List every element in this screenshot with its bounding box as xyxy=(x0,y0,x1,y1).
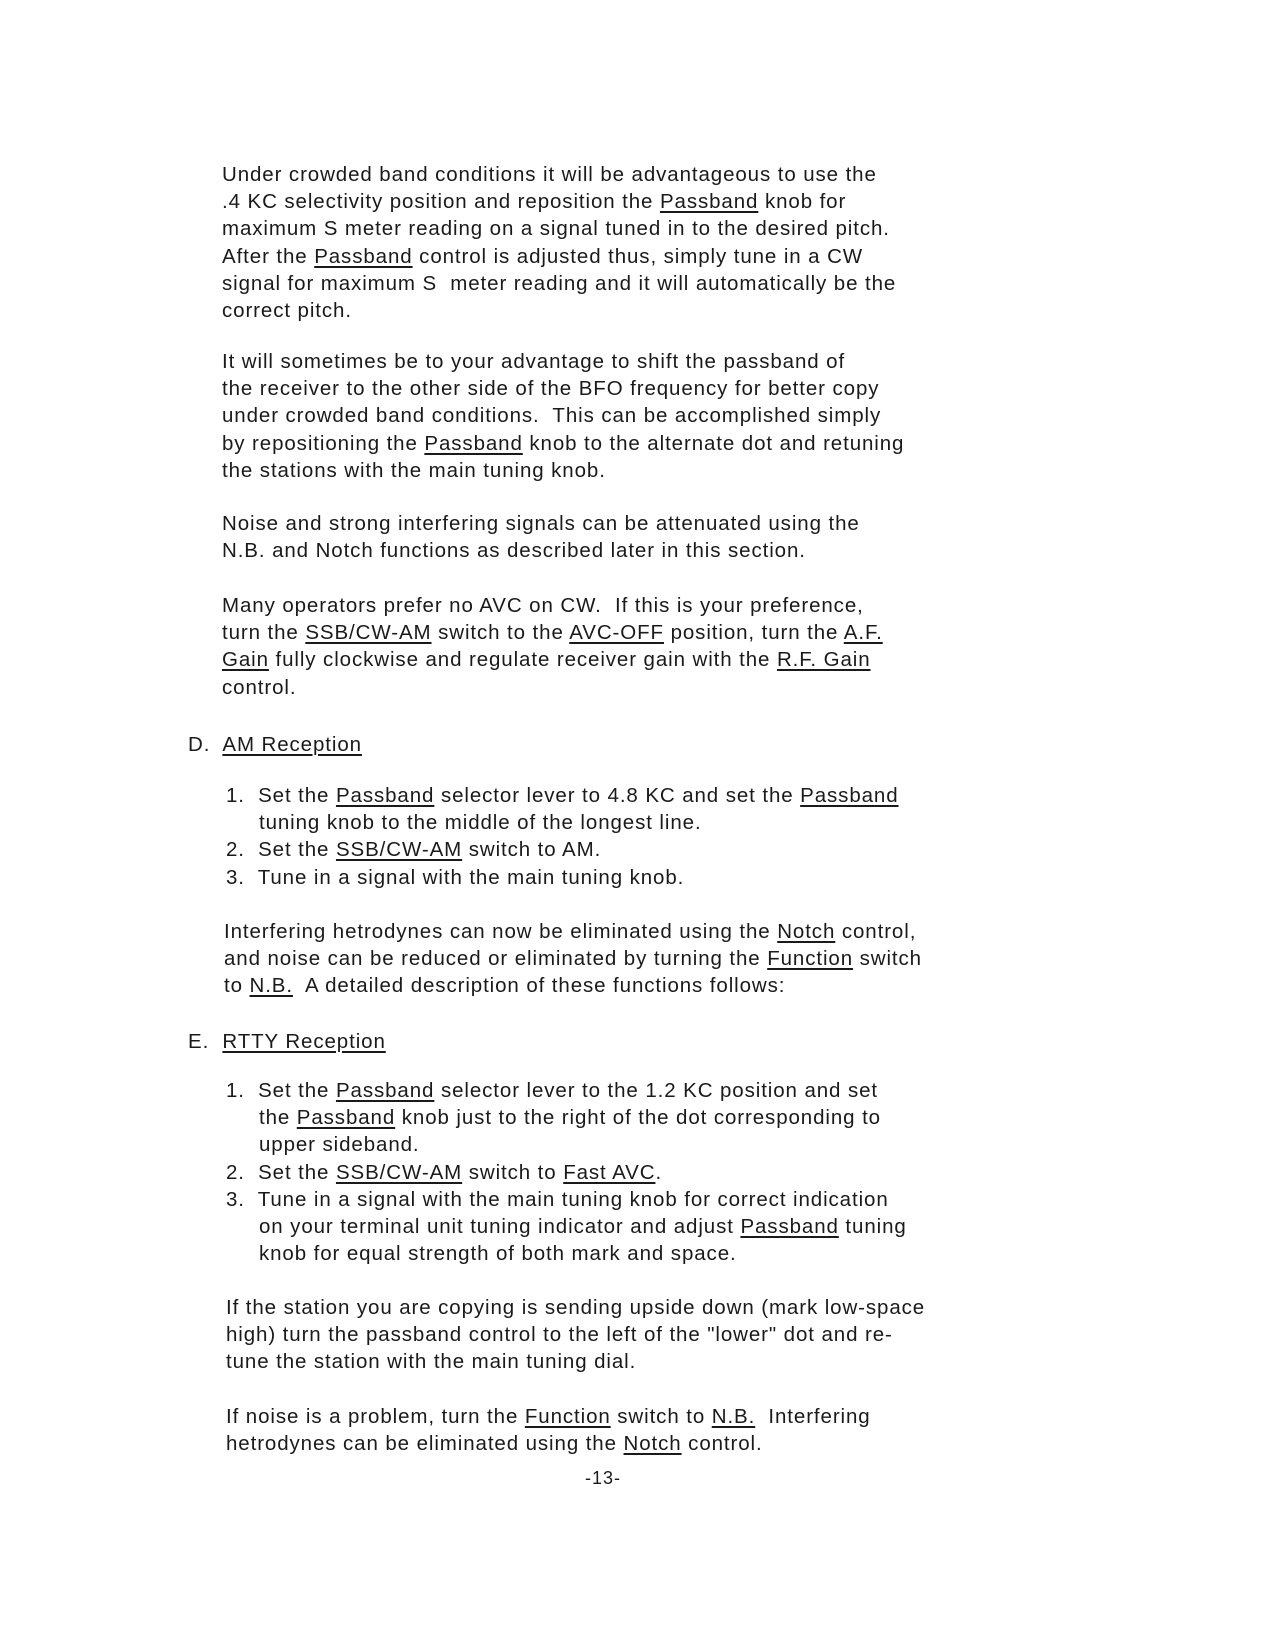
paragraph-passband-shift xyxy=(222,348,904,484)
text-run: N.B. and Notch functions as described later in this section. xyxy=(222,539,806,563)
text-run: knob to the alternate dot and retuning xyxy=(522,431,905,455)
text-run: 1. Set the xyxy=(226,1079,336,1102)
text-line xyxy=(222,430,904,457)
text-run: maximum S meter reading on a signal tuned in to the desired pitch. xyxy=(222,217,890,241)
text-line xyxy=(226,782,899,809)
text-run: A detailed description of these functions follows: xyxy=(292,974,786,998)
paragraph-noise xyxy=(222,510,860,564)
text-line xyxy=(226,1159,907,1186)
text-line xyxy=(222,674,883,701)
text-line xyxy=(222,297,896,324)
underlined-control-name: SSB/CW-AM xyxy=(335,838,463,862)
text-run: Interfering hetrodynes can now be eliminated using the xyxy=(224,920,778,943)
text-run: selector lever to 4.8 KC and set the xyxy=(434,784,801,807)
underlined-control-name: AVC-OFF xyxy=(569,621,664,645)
text-line xyxy=(226,1294,925,1321)
text-run: If noise is a problem, turn the xyxy=(226,1405,525,1428)
underlined-control-name: Function xyxy=(767,947,854,971)
text-run: fully clockwise and regulate receiver gain with the xyxy=(268,648,777,672)
paragraph-upside-down xyxy=(226,1294,925,1376)
text-run: Interfering xyxy=(755,1405,871,1428)
text-run: 3. Tune in a signal with the main tuning knob. xyxy=(226,865,685,889)
text-line xyxy=(226,1213,907,1240)
text-line xyxy=(188,1028,386,1055)
text-run: correct pitch. xyxy=(222,298,352,322)
text-run: knob just to the right of the dot corresponding to xyxy=(395,1106,881,1130)
list-am-reception xyxy=(226,782,899,891)
text-run: D. xyxy=(188,733,223,756)
text-run: tune the station with the main tuning dial. xyxy=(226,1350,637,1374)
text-run: E. xyxy=(188,1030,223,1053)
underlined-control-name: Notch xyxy=(623,1432,682,1456)
text-line xyxy=(222,188,896,215)
text-run: It will sometimes be to your advantage to shift the passband of xyxy=(222,350,846,373)
underlined-control-name: A.F. xyxy=(843,621,883,645)
text-line xyxy=(226,1430,871,1457)
text-line xyxy=(222,348,904,375)
underlined-control-name: Gain xyxy=(222,648,269,672)
text-line xyxy=(226,1240,907,1267)
text-run: upper sideband. xyxy=(226,1133,420,1157)
text-run: switch to xyxy=(610,1405,712,1428)
text-run: knob for xyxy=(758,190,847,214)
text-line xyxy=(226,836,899,863)
text-line xyxy=(222,243,896,270)
text-line xyxy=(226,1131,907,1158)
text-run: by repositioning the xyxy=(222,431,425,455)
text-line xyxy=(222,402,904,429)
text-run: the receiver to the other side of the BFO frequency for better copy xyxy=(222,377,880,401)
underlined-control-name: N.B. xyxy=(711,1405,756,1428)
text-line xyxy=(222,457,904,484)
text-line xyxy=(224,972,922,999)
text-run: high) turn the passband control to the left of the "lower" dot and re- xyxy=(226,1323,893,1347)
text-line xyxy=(188,731,362,758)
text-run: the xyxy=(226,1106,297,1130)
text-run: Under crowded band conditions it will be advantageous to use the xyxy=(222,163,877,186)
text-run: control, xyxy=(835,920,917,943)
underlined-control-name: Passband xyxy=(424,431,523,455)
text-run: turn the xyxy=(222,621,306,645)
text-run: switch xyxy=(853,947,922,971)
text-run: switch to the xyxy=(431,621,570,645)
text-line xyxy=(222,270,896,297)
text-run: tuning knob to the middle of the longest line. xyxy=(226,811,702,835)
underlined-control-name: Function xyxy=(524,1405,611,1428)
text-run: knob for equal strength of both mark and space. xyxy=(226,1242,737,1266)
page-number: -13- xyxy=(585,1468,622,1488)
text-line xyxy=(226,1348,925,1375)
underlined-control-name: N.B. xyxy=(249,974,293,998)
text-line xyxy=(222,510,860,537)
section-heading-rtty-reception xyxy=(188,1028,386,1055)
paragraph-hetrodynes xyxy=(224,918,922,1000)
paragraph-cw-selectivity xyxy=(222,161,896,324)
text-line xyxy=(224,918,922,945)
text-line xyxy=(222,619,883,646)
text-run: and noise can be reduced or eliminated by turning the xyxy=(224,947,768,971)
text-line xyxy=(222,592,883,619)
text-run: .4 KC selectivity position and reposition the xyxy=(222,190,660,214)
underlined-control-name: AM Reception xyxy=(222,733,362,756)
text-run: tuning xyxy=(838,1214,907,1238)
text-run: Noise and strong interfering signals can be attenuated using the xyxy=(222,512,860,535)
underlined-control-name: SSB/CW-AM xyxy=(335,1160,463,1184)
text-line xyxy=(222,161,896,188)
text-run: on your terminal unit tuning indicator and adjust xyxy=(226,1214,741,1238)
underlined-control-name: Fast AVC xyxy=(563,1160,656,1184)
underlined-control-name: Passband xyxy=(335,1079,435,1102)
text-run: 2. Set the xyxy=(226,1160,336,1184)
section-heading-am-reception xyxy=(188,731,362,758)
text-run: Many operators prefer no AVC on CW. If this is your preference, xyxy=(222,594,864,617)
text-run: 3. Tune in a signal with the main tuning knob for correct indication xyxy=(226,1187,889,1211)
text-run: under crowded band conditions. This can be accomplished simply xyxy=(222,404,882,428)
text-run: position, turn the xyxy=(663,621,844,645)
paragraph-avc xyxy=(222,592,883,701)
text-line xyxy=(226,1186,907,1213)
underlined-control-name: RTTY Reception xyxy=(222,1030,386,1053)
underlined-control-name: Passband xyxy=(314,244,413,268)
text-run: switch to xyxy=(462,1160,564,1184)
text-line xyxy=(226,809,899,836)
text-line xyxy=(222,215,896,242)
text-line xyxy=(226,1077,907,1104)
text-run: switch to AM. xyxy=(462,838,602,862)
underlined-control-name: Passband xyxy=(800,784,899,807)
text-line xyxy=(224,945,922,972)
underlined-control-name: Passband xyxy=(740,1214,839,1238)
text-line xyxy=(222,646,883,673)
text-line xyxy=(222,375,904,402)
text-run: selector lever to the 1.2 KC position and set xyxy=(434,1079,878,1102)
underlined-control-name: Passband xyxy=(659,190,759,214)
text-run: After the xyxy=(222,244,315,268)
text-run: 1. Set the xyxy=(226,784,336,807)
text-run: the stations with the main tuning knob. xyxy=(222,458,606,482)
text-run: 2. Set the xyxy=(226,838,336,862)
text-run: control. xyxy=(222,675,297,699)
text-line xyxy=(226,1321,925,1348)
text-line xyxy=(226,1403,871,1430)
text-run: to xyxy=(224,974,250,998)
underlined-control-name: Passband xyxy=(296,1106,396,1130)
text-run: control is adjusted thus, simply tune in a CW xyxy=(412,244,864,268)
underlined-control-name: Passband xyxy=(335,784,435,807)
text-line xyxy=(226,1104,907,1131)
text-run: hetrodynes can be eliminated using the xyxy=(226,1432,624,1456)
text-run: . xyxy=(655,1160,663,1184)
text-run: signal for maximum S meter reading and it will automatically be the xyxy=(222,271,897,295)
text-run: control. xyxy=(681,1432,763,1456)
underlined-control-name: Notch xyxy=(777,920,836,943)
text-run: If the station you are copying is sending upside down (mark low-space xyxy=(226,1296,926,1319)
underlined-control-name: R.F. Gain xyxy=(776,648,871,672)
paragraph-noise-problem xyxy=(226,1403,871,1457)
text-line xyxy=(226,864,899,891)
text-line xyxy=(222,537,860,564)
underlined-control-name: SSB/CW-AM xyxy=(305,621,432,645)
list-rtty-reception xyxy=(226,1077,907,1267)
